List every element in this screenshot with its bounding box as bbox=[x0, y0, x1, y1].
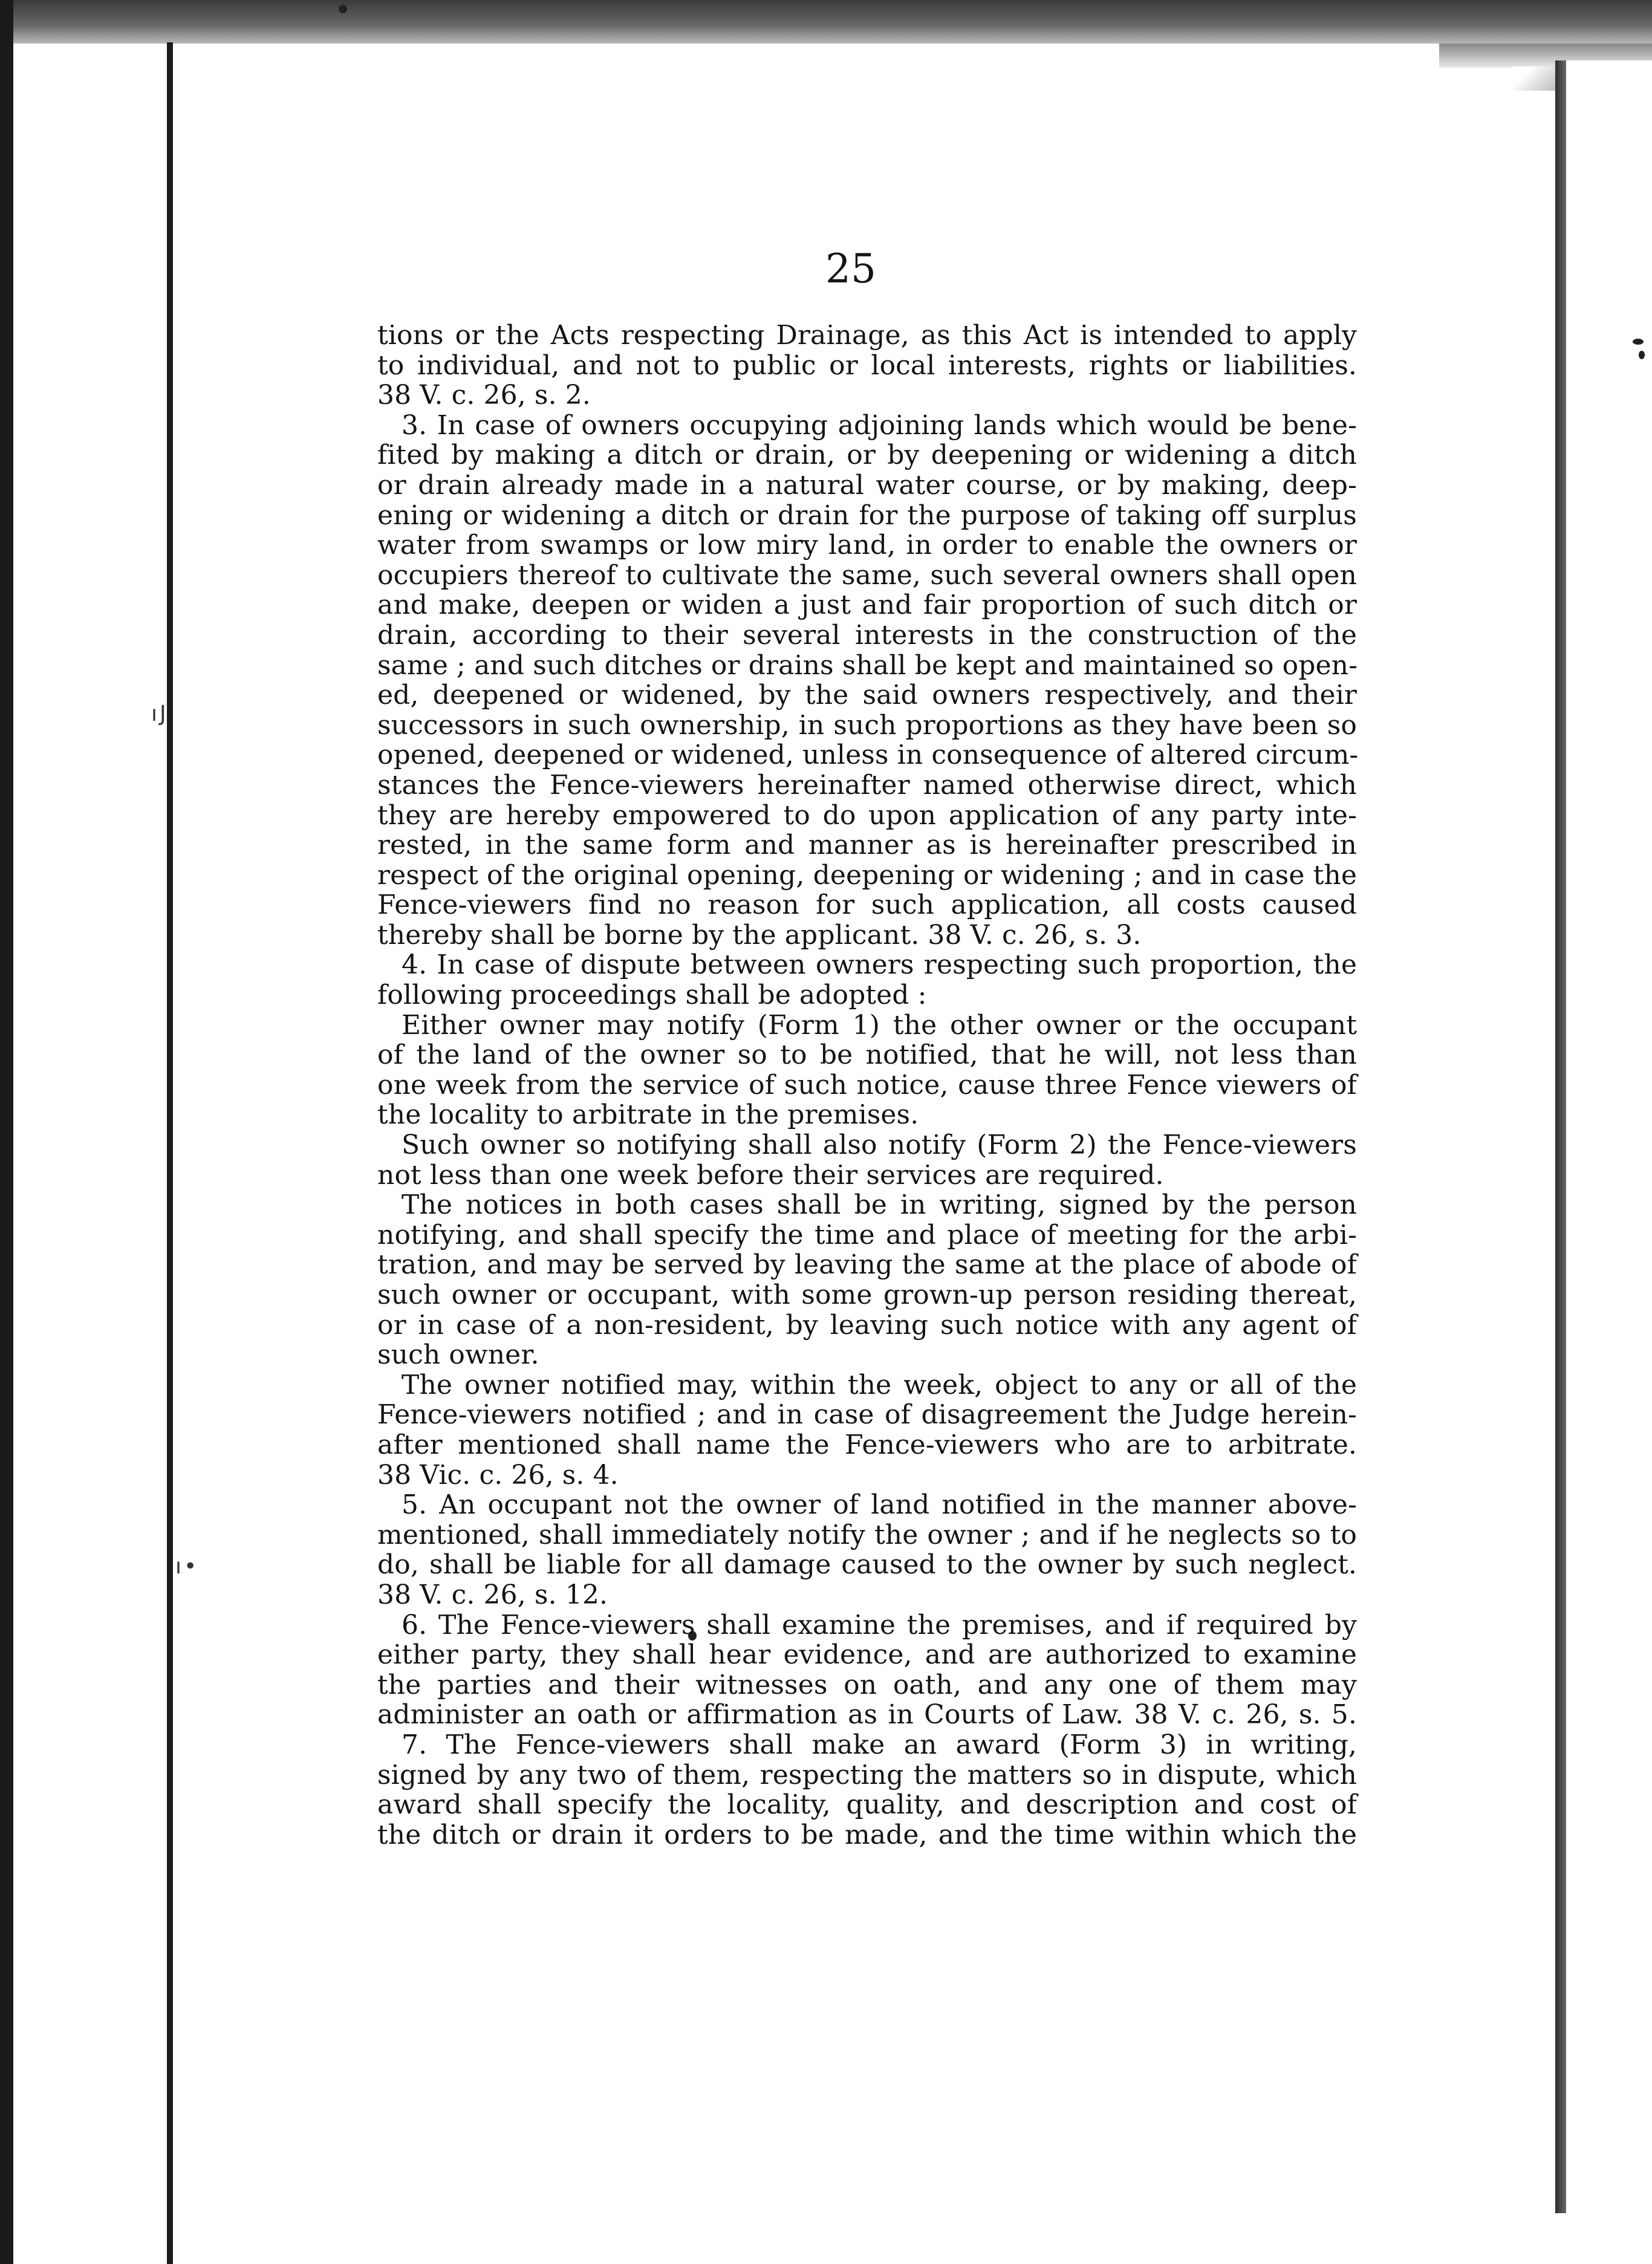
scan-speck bbox=[1633, 339, 1644, 345]
page-number: 25 bbox=[825, 246, 876, 292]
text-line: Fence-viewers notified ; and in case of disagreement the Judge herein- bbox=[377, 1399, 1357, 1431]
scan-speck bbox=[1639, 351, 1645, 359]
text-line: after mentioned shall name the Fence-viewers who are to arbitrate. bbox=[377, 1429, 1357, 1460]
text-line: one week from the service of such notice, cause three Fence viewers of bbox=[377, 1069, 1357, 1101]
book-gutter-line bbox=[167, 42, 173, 2264]
text-line: Such owner so notifying shall also notify (Form 2) the Fence-viewers bbox=[402, 1130, 1357, 1161]
text-line: tions or the Acts respecting Drainage, as this Act is intended to apply bbox=[377, 320, 1357, 351]
text-line: The owner notified may, within the week, object to any or all of the bbox=[402, 1369, 1357, 1400]
scan-right-margin bbox=[1566, 60, 1652, 2264]
text-line: or drain already made in a natural water course, or by making, deep- bbox=[377, 469, 1357, 501]
page-corner-fold bbox=[1512, 67, 1555, 91]
text-line: drain, according to their several interests in the construction of the bbox=[377, 619, 1357, 651]
text-line: 38 V. c. 26, s. 12. bbox=[377, 1579, 608, 1610]
text-line: do, shall be liable for all damage caused to the owner by such neglect. bbox=[377, 1549, 1357, 1581]
text-line: Fence-viewers find no reason for such application, all costs caused bbox=[377, 890, 1357, 921]
text-line: 38 Vic. c. 26, s. 4. bbox=[377, 1459, 619, 1491]
text-line: Either owner may notify (Form 1) the other owner or the occupant bbox=[402, 1009, 1357, 1041]
text-line: 3. In case of owners occupying adjoining lands which would be bene- bbox=[402, 409, 1357, 441]
text-line: thereby shall be borne by the applicant. 38 V. c. 26, s. 3. bbox=[377, 919, 1142, 951]
scan-speck bbox=[339, 5, 347, 13]
text-line: occupiers thereof to cultivate the same, such several owners shall open bbox=[377, 559, 1357, 591]
text-line: opened, deepened or widened, unless in consequence of altered circum- bbox=[377, 740, 1359, 771]
text-line: such owner. bbox=[377, 1339, 539, 1371]
text-line: either party, they shall hear evidence, and are authorized to examine bbox=[377, 1639, 1357, 1671]
margin-binding-mark: ı• bbox=[175, 1554, 200, 1579]
text-line: fited by making a ditch or drain, or by deepening or widening a ditch bbox=[377, 440, 1357, 471]
text-line: they are hereby empowered to do upon application of any party inte- bbox=[377, 799, 1357, 831]
text-line: rested, in the same form and manner as is hereinafter prescribed in bbox=[377, 830, 1357, 861]
text-line: respect of the original opening, deepening or widening ; and in case the bbox=[377, 859, 1357, 891]
text-line: tration, and may be served by leaving the same at the place of abode of bbox=[377, 1249, 1357, 1281]
text-line: following proceedings shall be adopted : bbox=[377, 980, 927, 1011]
text-line: the locality to arbitrate in the premises. bbox=[377, 1099, 919, 1131]
text-line: such owner or occupant, with some grown-up person residing thereat, bbox=[377, 1280, 1357, 1310]
text-line: of the land of the owner so to be notified, that he will, not less than bbox=[377, 1039, 1357, 1071]
scan-left-border bbox=[0, 0, 13, 2264]
text-line: 7. The Fence-viewers shall make an award (Form 3) in writing, bbox=[402, 1729, 1357, 1760]
margin-binding-mark: ıJ bbox=[151, 701, 169, 726]
text-line: and make, deepen or widen a just and fair proportion of such ditch or bbox=[377, 590, 1357, 621]
text-line: not less than one week before their services are required. bbox=[377, 1159, 1164, 1191]
text-line: award shall specify the locality, quality, and description and cost of bbox=[377, 1789, 1357, 1821]
text-line: signed by any two of them, respecting the matters so in dispute, which bbox=[377, 1759, 1357, 1791]
text-line: The notices in both cases shall be in writing, signed by the person bbox=[402, 1189, 1357, 1221]
text-line: or in case of a non-resident, by leaving such notice with any agent of bbox=[377, 1309, 1357, 1341]
text-line: ening or widening a ditch or drain for the purpose of taking off surplus bbox=[377, 499, 1357, 531]
scan-top-border bbox=[0, 0, 1652, 44]
text-line: successors in such ownership, in such proportions as they have been so bbox=[377, 709, 1357, 741]
text-line: 38 V. c. 26, s. 2. bbox=[377, 380, 591, 411]
text-line: the parties and their witnesses on oath, and any one of them may bbox=[377, 1669, 1357, 1700]
text-line: ed, deepened or widened, by the said owners respectively, and their bbox=[377, 680, 1357, 711]
page-right-edge bbox=[1555, 60, 1566, 2213]
text-line: 5. An occupant not the owner of land notified in the manner above- bbox=[402, 1489, 1357, 1521]
text-line: water from swamps or low miry land, in order to enable the owners or bbox=[377, 530, 1357, 561]
text-line: 6. The Fence-viewers shall examine the premises, and if required by bbox=[402, 1609, 1357, 1641]
text-line: the ditch or drain it orders to be made, and the time within which the bbox=[377, 1819, 1357, 1850]
text-line: mentioned, shall immediately notify the owner ; and if he neglects so to bbox=[377, 1519, 1357, 1550]
text-line: 4. In case of dispute between owners respecting such proportion, the bbox=[402, 949, 1357, 981]
text-line: stances the Fence-viewers hereinafter named otherwise direct, which bbox=[377, 769, 1357, 801]
text-line: same ; and such ditches or drains shall be kept and maintained so open- bbox=[377, 649, 1358, 681]
text-line: notifying, and shall specify the time and place of meeting for the arbi- bbox=[377, 1219, 1357, 1251]
text-line: administer an oath or affirmation as in Courts of Law. 38 V. c. 26, s. 5. bbox=[377, 1699, 1357, 1731]
text-line: to individual, and not to public or local interests, rights or liabilities. bbox=[377, 350, 1357, 381]
statute-text-body bbox=[377, 320, 1357, 1850]
